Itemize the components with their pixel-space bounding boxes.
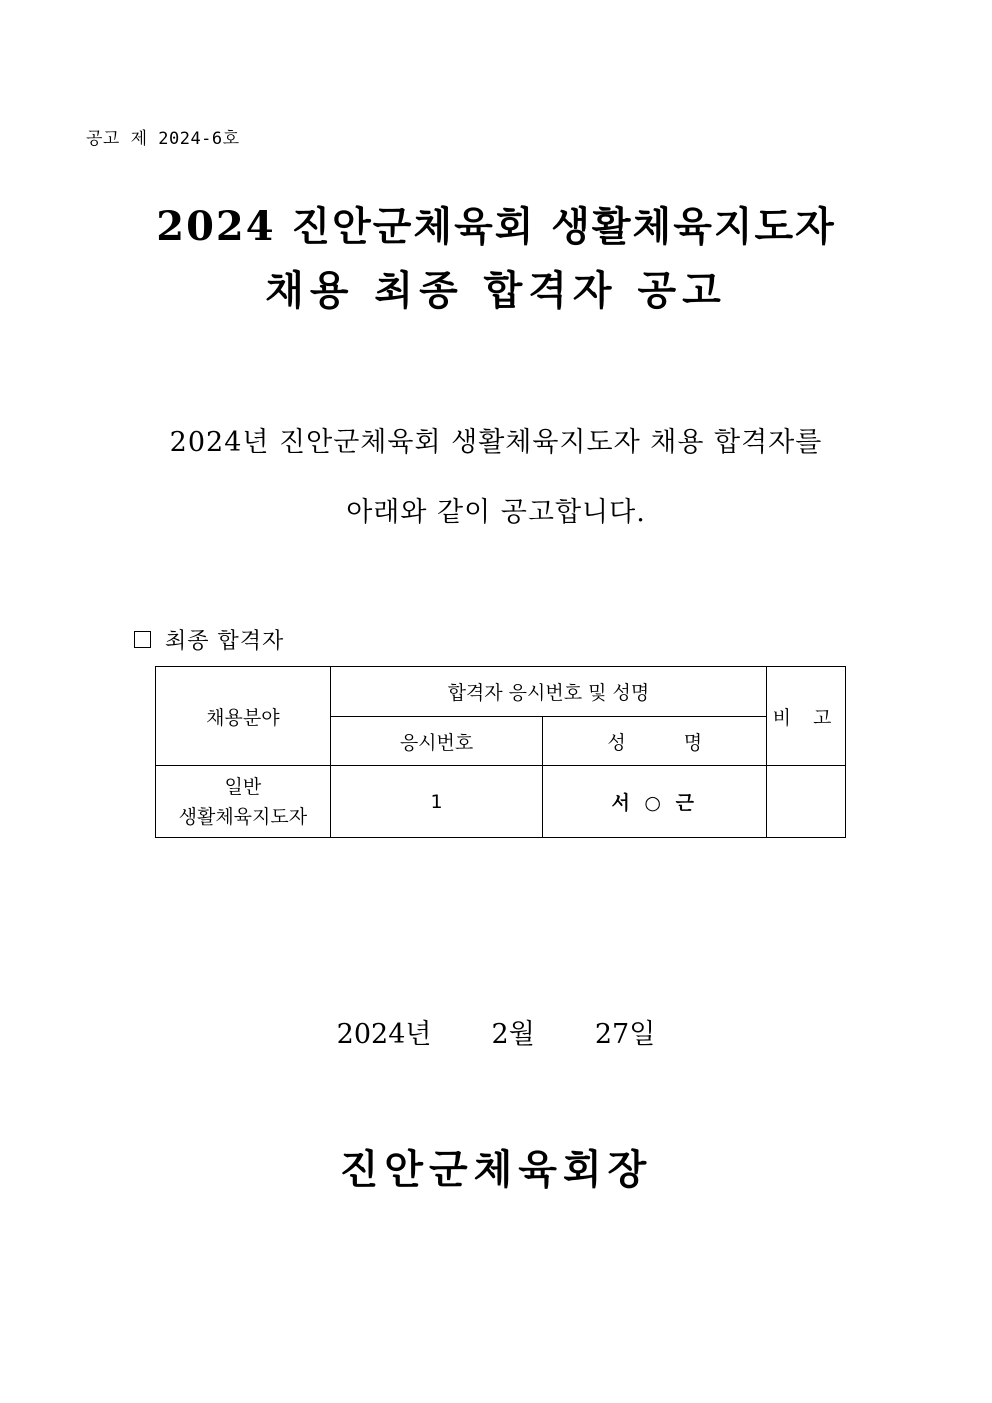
cell-field-line-1: 일반 — [224, 775, 262, 798]
notice-number: 공고 제 2024-6호 — [86, 129, 240, 149]
cell-field-line-2: 생활체육지도자 — [178, 805, 308, 828]
cell-number: 1 — [330, 766, 543, 838]
header-name — [543, 717, 767, 766]
date-month: 2월 — [491, 1019, 535, 1050]
body-text-line-1: 2024년 진안군체육회 생활체육지도자 채용 합격자를 — [169, 427, 823, 458]
header-name-label: 성 명 — [607, 731, 729, 754]
section-heading — [134, 624, 284, 655]
date-day: 27일 — [594, 1019, 656, 1050]
table-header-row — [156, 667, 846, 717]
section-heading-label: 최종 합격자 — [165, 629, 285, 654]
date-year: 2024년 — [336, 1019, 432, 1050]
header-note: 비 고 — [767, 667, 846, 766]
header-group: 합격자 응시번호 및 성명 — [330, 667, 766, 717]
body-text-line-2: 아래와 같이 공고합니다. — [346, 497, 646, 528]
cell-note — [767, 766, 846, 838]
date-line — [0, 1012, 992, 1051]
header-number: 응시번호 — [330, 717, 543, 766]
cell-field — [156, 766, 331, 838]
cell-name: 서 ○ 근 — [543, 766, 767, 838]
title-line-2: 채용 최종 합격자 공고 — [265, 267, 727, 314]
header-field: 채용분야 — [156, 667, 331, 766]
table-row — [156, 766, 846, 838]
result-table — [155, 666, 846, 838]
signature: 진안군체육회장 — [339, 1146, 653, 1193]
title-line-1: 2024 진안군체육회 생활체육지도자 — [156, 203, 836, 250]
checkbox-icon — [134, 631, 151, 648]
